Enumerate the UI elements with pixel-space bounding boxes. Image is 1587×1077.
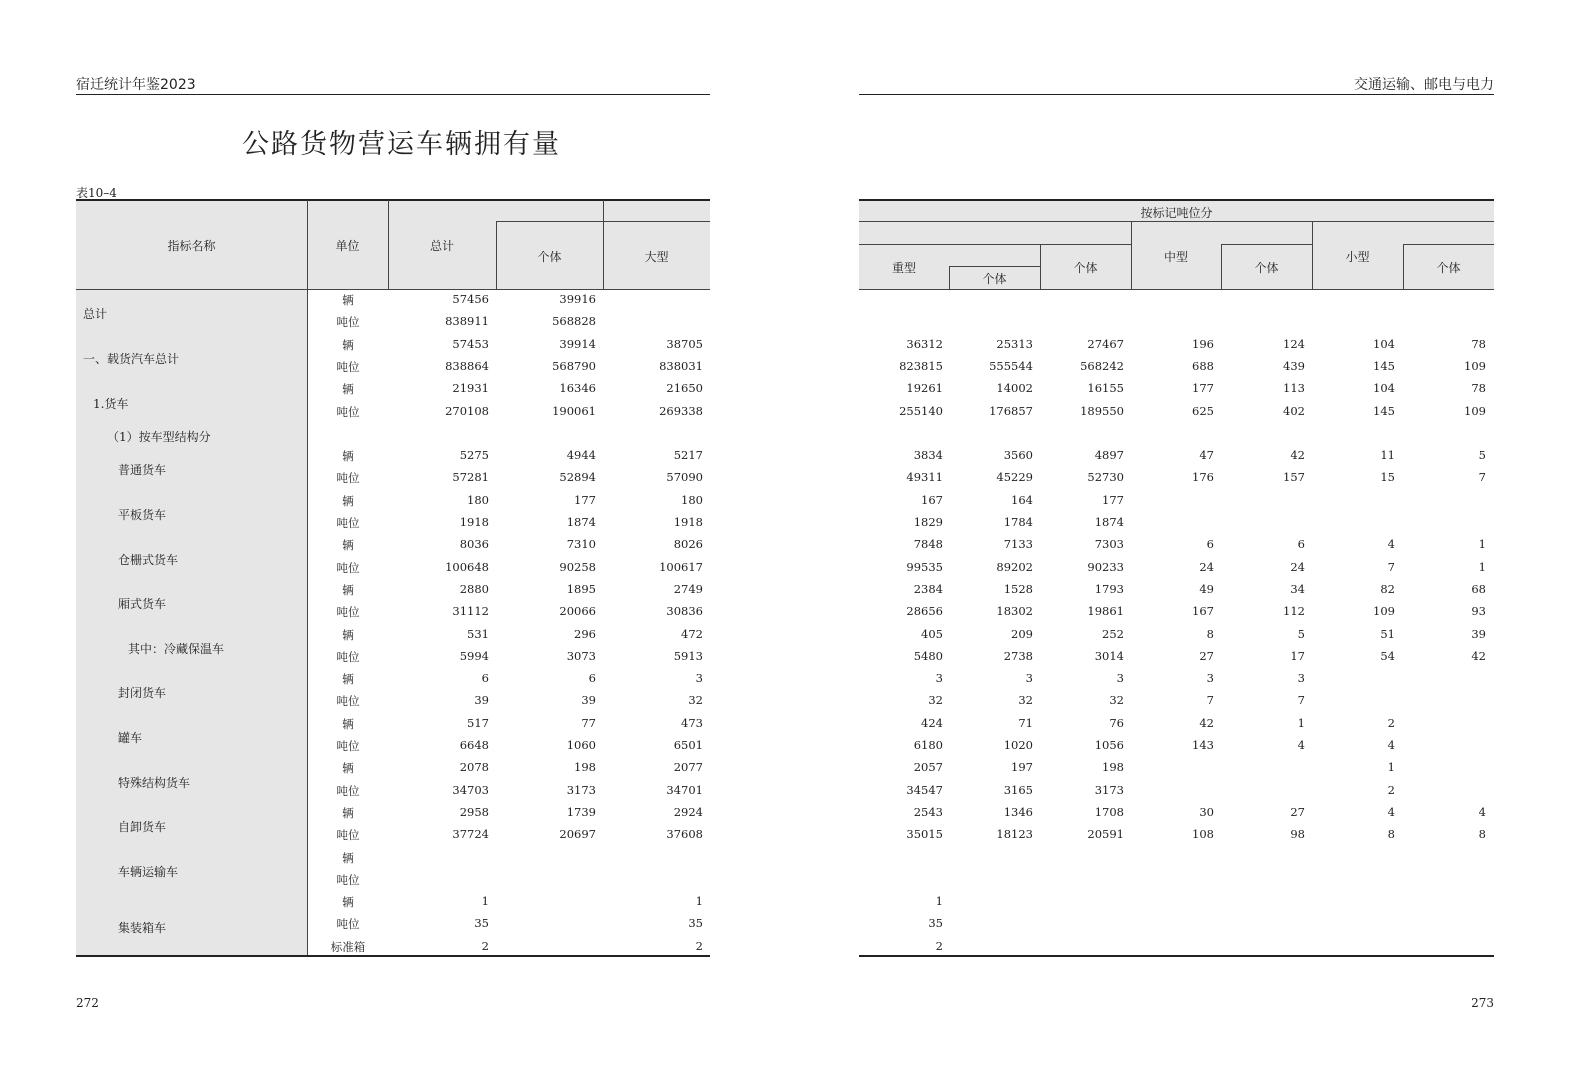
col-individual: 个体 (537, 250, 562, 264)
table-cell: 52730 (1087, 470, 1124, 485)
table-cell: 180 (467, 492, 489, 507)
table-cell: 8 (1478, 827, 1486, 842)
table-cell: 34703 (452, 782, 489, 797)
table-cell: 100617 (659, 559, 703, 574)
table-cell: 190061 (552, 403, 596, 418)
table-cell: 109 (1373, 604, 1395, 619)
table-cell: 838031 (659, 358, 703, 373)
col-small: 小型 (1345, 250, 1370, 264)
row-label: 罐车 (118, 731, 143, 745)
table-number: 表10–4 (76, 186, 117, 200)
table-cell: 109 (1464, 403, 1486, 418)
table-cell: 143 (1192, 738, 1214, 752)
table-cell: 24 (1199, 559, 1214, 574)
row-label: 特殊结构货车 (118, 775, 191, 790)
table-cell: 177 (574, 492, 596, 507)
table-cell: 32 (1018, 693, 1033, 708)
table-cell: 100648 (445, 559, 489, 574)
table-cell: 78 (1471, 381, 1486, 396)
table-cell: 296 (574, 626, 596, 641)
table-cell: 90258 (559, 559, 596, 574)
table-cell: 17 (1290, 648, 1305, 663)
table-cell: 124 (1283, 336, 1305, 351)
table-cell: 1784 (1003, 515, 1033, 529)
table-cell: 164 (1011, 492, 1033, 507)
unit-cell: 标准箱 (330, 939, 366, 954)
table-cell: 71 (1018, 715, 1033, 730)
table-cell: 5913 (673, 648, 703, 663)
unit-cell: 吨位 (336, 739, 360, 753)
unit-cell: 辆 (342, 449, 354, 464)
table-cell: 198 (1102, 760, 1124, 775)
page-number-left: 272 (76, 996, 99, 1010)
table-cell: 568790 (552, 358, 596, 373)
table-cell: 1346 (1003, 804, 1033, 819)
table-cell: 2057 (913, 760, 943, 775)
unit-cell: 辆 (342, 293, 354, 307)
col-unit: 单位 (335, 239, 360, 253)
page-number-right: 273 (1471, 996, 1494, 1010)
table-cell: 39 (581, 693, 596, 708)
table-cell: 6501 (673, 738, 703, 752)
table-cell: 7310 (566, 537, 596, 552)
table-cell: 7 (1297, 693, 1305, 708)
table-cell: 57453 (452, 336, 489, 351)
unit-cell: 辆 (342, 672, 354, 687)
table-cell: 27 (1199, 648, 1214, 663)
table-cell: 1918 (673, 515, 703, 529)
table-cell: 5275 (459, 448, 489, 463)
table-cell: 3073 (566, 648, 596, 663)
table-cell: 39914 (559, 336, 596, 351)
table-cell: 3014 (1094, 648, 1124, 663)
col-indicator: 指标名称 (167, 239, 216, 253)
table-cell: 424 (921, 715, 943, 730)
table-cell: 3165 (1003, 782, 1033, 797)
unit-cell: 辆 (342, 493, 354, 508)
row-label: 平板货车 (118, 508, 167, 522)
table-cell: 37608 (666, 827, 703, 842)
table-cell: 1 (1297, 715, 1305, 730)
table-cell: 36312 (906, 336, 943, 351)
table-cell: 269338 (659, 403, 703, 418)
table-cell: 35 (688, 916, 703, 931)
table-cell: 1 (1387, 760, 1395, 775)
table-cell: 2077 (673, 760, 703, 775)
table-cell: 473 (681, 715, 703, 730)
table-cell: 405 (921, 626, 943, 641)
table-cell: 2924 (673, 804, 703, 819)
table-cell: 57456 (452, 292, 489, 306)
table-cell: 42 (1471, 648, 1486, 663)
header-rule-left (76, 94, 710, 95)
table-cell: 3173 (1094, 782, 1124, 797)
table-cell: 167 (921, 492, 943, 507)
left-header-bottom (76, 289, 710, 290)
unit-cell: 吨位 (336, 471, 360, 486)
right-bottom-rule (859, 955, 1494, 957)
unit-cell: 辆 (342, 895, 354, 910)
table-cell: 7848 (913, 537, 943, 552)
table-cell: 2958 (459, 804, 489, 819)
col-by-tonnage: 按标记吨位分 (1140, 206, 1213, 220)
table-cell: 198 (574, 760, 596, 775)
table-cell: 197 (1011, 760, 1033, 775)
table-cell: 6 (1297, 537, 1305, 552)
unit-cell: 辆 (342, 761, 354, 776)
table-cell: 21931 (452, 381, 489, 396)
table-cell: 35015 (906, 827, 943, 842)
table-cell: 21650 (666, 381, 703, 396)
table-cell: 3560 (1003, 448, 1033, 463)
table-cell: 180 (681, 492, 703, 507)
table-cell: 4897 (1094, 448, 1124, 463)
table-cell: 517 (467, 715, 489, 730)
table-cell: 145 (1373, 403, 1395, 418)
table-cell: 47 (1199, 448, 1214, 463)
table-cell: 19261 (906, 381, 943, 396)
table-cell: 1829 (913, 515, 943, 529)
table-cell: 78 (1471, 336, 1486, 351)
table-cell: 6 (1206, 537, 1214, 552)
table-cell: 1060 (566, 738, 596, 752)
table-cell: 20066 (559, 604, 596, 619)
yearbook-title: 宿迁统计年鉴2023 (76, 77, 196, 93)
table-cell: 7303 (1094, 537, 1124, 552)
table-cell: 568242 (1080, 358, 1124, 373)
table-cell: 3 (1297, 671, 1305, 686)
table-cell: 2 (1387, 782, 1395, 797)
table-cell: 28656 (906, 604, 943, 619)
unit-cell: 吨位 (336, 359, 360, 374)
row-label: 厢式货车 (118, 597, 167, 612)
unit-cell: 辆 (342, 716, 354, 731)
heavy-rule (859, 244, 1131, 245)
small-rule (1403, 244, 1494, 245)
unit-cell: 吨位 (336, 872, 360, 887)
table-cell: 27 (1290, 804, 1305, 819)
right-top-rule (859, 199, 1494, 201)
table-cell: 196 (1192, 336, 1214, 351)
table-cell: 1874 (566, 515, 596, 529)
table-cell: 3 (695, 671, 703, 686)
header-subline (603, 221, 710, 222)
row-label: （1）按车型结构分 (107, 429, 211, 444)
table-cell: 3 (1116, 671, 1124, 686)
chapter-title: 交通运输、邮电与电力 (1354, 77, 1494, 93)
unit-cell: 吨位 (336, 560, 360, 575)
table-cell: 104 (1373, 336, 1395, 351)
table-cell: 2749 (673, 581, 703, 596)
table-cell: 98 (1290, 827, 1305, 842)
right-header-bottom (859, 289, 1494, 290)
row-label: 仓栅式货车 (118, 552, 179, 567)
unit-cell: 辆 (342, 582, 354, 597)
table-cell: 838864 (445, 358, 489, 373)
table-cell: 7 (1387, 559, 1395, 574)
table-cell: 2384 (913, 581, 943, 596)
header-subline-total (496, 221, 603, 222)
table-cell: 108 (1192, 827, 1214, 842)
table-cell: 1 (1478, 537, 1486, 552)
table-cell: 1 (935, 894, 943, 909)
table-cell: 6 (588, 671, 596, 686)
table-cell: 8036 (459, 537, 489, 552)
table-cell: 625 (1192, 403, 1214, 418)
header-rule-right (859, 94, 1494, 95)
table-cell: 4 (1387, 537, 1395, 552)
table-cell: 27467 (1087, 336, 1124, 351)
table-cell: 5217 (673, 448, 703, 463)
tonnage-rule (859, 221, 1494, 222)
table-cell: 838911 (445, 314, 489, 329)
table-cell: 6180 (913, 738, 943, 752)
table-cell: 34701 (666, 782, 703, 797)
heavy-sub-rule (949, 266, 1040, 267)
table-cell: 76 (1109, 715, 1124, 730)
table-cell: 176 (1192, 470, 1214, 485)
table-cell: 112 (1283, 604, 1305, 619)
col-small-individual: 个体 (1436, 261, 1461, 275)
table-cell: 35 (928, 916, 943, 931)
table-cell: 3173 (566, 782, 596, 797)
table-cell: 1 (481, 894, 489, 909)
table-cell: 4 (1387, 804, 1395, 819)
row-label: 车辆运输车 (118, 864, 179, 879)
unit-cell: 吨位 (336, 828, 360, 843)
table-cell: 7 (1206, 693, 1214, 708)
unit-cell: 辆 (342, 337, 354, 352)
table-cell: 4 (1297, 738, 1305, 752)
table-cell: 5994 (459, 648, 489, 663)
table-cell: 3 (1025, 671, 1033, 686)
table-cell: 82 (1380, 581, 1395, 596)
unit-cell: 吨位 (336, 917, 360, 932)
table-cell: 177 (1192, 381, 1214, 396)
table-cell: 77 (581, 715, 596, 730)
table-cell: 18123 (996, 827, 1033, 842)
table-cell: 32 (688, 693, 703, 708)
table-cell: 51 (1380, 626, 1395, 641)
unit-cell: 吨位 (336, 404, 360, 419)
table-cell: 39 (474, 693, 489, 708)
row-label: 集装箱车 (118, 920, 167, 935)
left-bottom-rule (76, 955, 710, 957)
table-cell: 1918 (459, 515, 489, 529)
table-cell: 25313 (996, 336, 1033, 351)
table-cell: 49311 (906, 470, 943, 485)
table-cell: 167 (1192, 604, 1214, 619)
table-cell: 439 (1283, 358, 1305, 373)
individual-divider (603, 200, 604, 290)
table-cell: 209 (1011, 626, 1033, 641)
table-cell: 49 (1199, 581, 1214, 596)
row-label: 总计 (83, 307, 108, 322)
page-title: 公路货物营运车辆拥有量 (242, 129, 561, 160)
unit-cell: 辆 (342, 850, 354, 865)
table-cell: 20591 (1087, 827, 1124, 842)
unit-cell: 辆 (342, 382, 354, 397)
table-cell: 31112 (452, 604, 489, 619)
table-cell: 39916 (559, 292, 596, 306)
table-cell: 99535 (906, 559, 943, 574)
table-cell: 30836 (666, 604, 703, 619)
table-cell: 24 (1290, 559, 1305, 574)
table-cell: 16155 (1087, 381, 1124, 396)
unit-cell: 吨位 (336, 516, 360, 530)
table-cell: 2543 (913, 804, 943, 819)
table-cell: 555544 (989, 358, 1033, 373)
row-label: 一、载货汽车总计 (83, 351, 180, 366)
table-cell: 104 (1373, 381, 1395, 396)
row-label: 1.货车 (93, 396, 129, 411)
table-cell: 189550 (1080, 403, 1124, 418)
table-cell: 52894 (559, 470, 596, 485)
table-cell: 20697 (559, 827, 596, 842)
table-cell: 176857 (989, 403, 1033, 418)
table-cell: 270108 (445, 403, 489, 418)
table-cell: 2078 (459, 760, 489, 775)
unit-cell: 吨位 (336, 649, 360, 664)
table-cell: 7133 (1003, 537, 1033, 552)
table-cell: 3834 (913, 448, 943, 463)
col-heavy: 重型 (891, 261, 916, 275)
table-cell: 30 (1199, 804, 1214, 819)
unit-cell: 吨位 (336, 783, 360, 798)
table-cell: 2880 (459, 581, 489, 596)
table-cell: 1 (695, 894, 703, 909)
unit-cell: 辆 (342, 805, 354, 820)
table-cell: 1895 (566, 581, 596, 596)
unit-cell: 辆 (342, 538, 354, 553)
table-cell: 568828 (552, 314, 596, 329)
table-cell: 4944 (566, 448, 596, 463)
indicator-column-bg (76, 290, 307, 956)
unit-cell: 吨位 (336, 694, 360, 709)
table-cell: 6648 (459, 738, 489, 752)
table-cell: 2 (695, 938, 703, 953)
table-cell: 5480 (913, 648, 943, 663)
table-cell: 54 (1380, 648, 1395, 663)
table-cell: 32 (928, 693, 943, 708)
unit-cell: 辆 (342, 627, 354, 642)
table-cell: 177 (1102, 492, 1124, 507)
table-cell: 93 (1471, 604, 1486, 619)
table-cell: 4 (1387, 738, 1395, 752)
table-cell: 1874 (1094, 515, 1124, 529)
table-cell: 42 (1290, 448, 1305, 463)
table-cell: 1793 (1094, 581, 1124, 596)
unit-cell: 吨位 (336, 315, 360, 330)
table-cell: 68 (1471, 581, 1486, 596)
table-cell: 11 (1380, 448, 1395, 463)
unit-cell: 吨位 (336, 605, 360, 620)
col-heavy-individual-2: 个体 (1073, 261, 1098, 275)
table-cell: 90233 (1087, 559, 1124, 574)
table-cell: 252 (1102, 626, 1124, 641)
table-cell: 35 (474, 916, 489, 931)
table-cell: 18302 (996, 604, 1033, 619)
table-cell: 1020 (1003, 738, 1033, 752)
table-cell: 57090 (666, 470, 703, 485)
col-medium-individual: 个体 (1254, 261, 1279, 275)
table-cell: 16346 (559, 381, 596, 396)
table-cell: 19861 (1087, 604, 1124, 619)
table-cell: 402 (1283, 403, 1305, 418)
table-cell: 823815 (899, 358, 943, 373)
table-cell: 34 (1290, 581, 1305, 596)
table-cell: 2738 (1003, 648, 1033, 663)
table-cell: 8026 (673, 537, 703, 552)
table-cell: 39 (1471, 626, 1486, 641)
table-cell: 14002 (996, 381, 1033, 396)
table-cell: 4 (1478, 804, 1486, 819)
col-heavy-individual: 个体 (982, 272, 1007, 286)
table-cell: 37724 (452, 827, 489, 842)
table-cell: 5 (1297, 626, 1305, 641)
table-cell: 6 (481, 671, 489, 686)
table-cell: 42 (1199, 715, 1214, 730)
table-cell: 1056 (1094, 738, 1124, 752)
table-cell: 2 (1387, 715, 1395, 730)
table-cell: 7 (1478, 470, 1486, 485)
table-cell: 1708 (1094, 804, 1124, 819)
row-label: 其中：冷藏保温车 (128, 641, 225, 656)
table-cell: 45229 (996, 470, 1033, 485)
table-cell: 109 (1464, 358, 1486, 373)
table-cell: 34547 (906, 782, 943, 797)
table-cell: 113 (1283, 381, 1305, 396)
indicator-divider (307, 200, 308, 956)
table-cell: 1 (1478, 559, 1486, 574)
table-cell: 2 (935, 938, 943, 953)
col-total: 总计 (429, 239, 454, 253)
row-label: 自卸货车 (118, 820, 167, 835)
table-cell: 145 (1373, 358, 1395, 373)
medium-rule (1221, 244, 1312, 245)
table-cell: 688 (1192, 358, 1214, 373)
table-cell: 531 (467, 626, 489, 641)
left-top-rule (76, 199, 710, 201)
col-large: 大型 (644, 250, 669, 264)
table-cell: 5 (1478, 448, 1486, 463)
table-cell: 1739 (566, 804, 596, 819)
table-cell: 57281 (452, 470, 489, 485)
table-cell: 32 (1109, 693, 1124, 708)
table-cell: 38705 (666, 336, 703, 351)
table-cell: 8 (1387, 827, 1395, 842)
row-label: 普通货车 (118, 463, 167, 478)
table-cell: 255140 (899, 403, 943, 418)
table-cell: 8 (1206, 626, 1214, 641)
table-cell: 89202 (996, 559, 1033, 574)
col-medium: 中型 (1163, 250, 1188, 264)
table-cell: 472 (681, 626, 703, 641)
table-cell: 2 (481, 938, 489, 953)
table-cell: 3 (935, 671, 943, 686)
row-label: 封闭货车 (118, 686, 167, 701)
table-cell: 1528 (1003, 581, 1033, 596)
table-cell: 157 (1283, 470, 1305, 485)
table-cell: 15 (1380, 470, 1395, 485)
table-cell: 3 (1206, 671, 1214, 686)
